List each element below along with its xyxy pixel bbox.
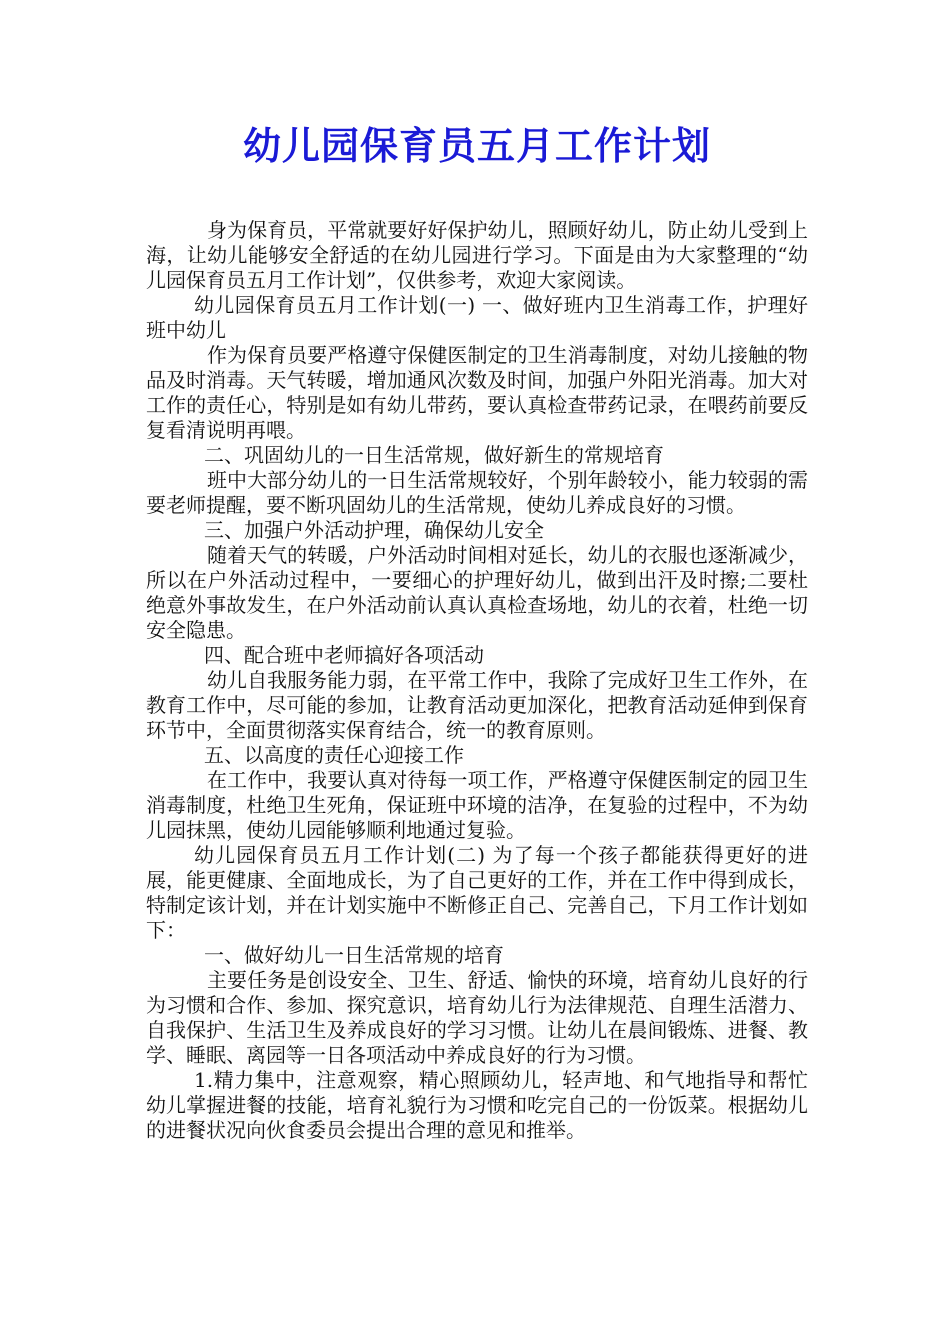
paragraph: 在工作中，我要认真对待每一项工作，严格遵守保健医制定的园卫生消毒制度，杜绝卫生死角，保证班中环境的洁净，在复验的过程中，不为幼儿园抹黑，使幼儿园能够顺利地通过复验。 xyxy=(146,768,808,842)
paragraph: 主要任务是创设安全、卫生、舒适、愉快的环境，培育幼儿良好的行为习惯和合作、参加、探究意识，培育幼儿行为法律规范、自理生活潜力、自我保护、生活卫生及养成良好的学习习惯。让幼儿在晨间锻炼、进餐、教学、睡眠、离园等一日各项活动中养成良好的行为习惯。 xyxy=(146,968,808,1067)
section-heading: 四、配合班中老师搞好各项活动 xyxy=(204,643,484,667)
paragraph: 作为保育员要严格遵守保健医制定的卫生消毒制度，对幼儿接触的物品及时消毒。天气转暖，增加通风次数及时间，加强户外阳光消毒。加大对工作的责任心，特别是如有幼儿带药，要认真检查带药记录，在喂药前要反复看清说明再喂。 xyxy=(146,343,808,442)
paragraph: 幼儿园保育员五月工作计划(二) 为了每一个孩子都能获得更好的进展，能更健康、全面地成长，为了自己更好的工作，并在工作中得到成长，特制定该计划，并在计划实施中不断修正自己、完善自己，下月工作计划如下： xyxy=(146,843,808,942)
paragraph: 幼儿园保育员五月工作计划(一) 一、做好班内卫生消毒工作，护理好班中幼儿 xyxy=(146,293,808,342)
section-heading: 五、以高度的责任心迎接工作 xyxy=(204,743,464,767)
paragraph: 随着天气的转暖，户外活动时间相对延长，幼儿的衣服也逐渐减少，所以在户外活动过程中，一要细心的护理好幼儿，做到出汗及时擦;二要杜绝意外事故发生，在户外活动前认真认真检查场地，幼儿的衣着，杜绝一切安全隐患。 xyxy=(146,543,808,642)
page-title: 幼儿园保育员五月工作计划 xyxy=(242,123,711,168)
paragraph: 幼儿自我服务能力弱，在平常工作中，我除了完成好卫生工作外，在教育工作中，尽可能的参加，让教育活动更加深化，把教育活动延伸到保育环节中，全面贯彻落实保育结合，统一的教育原则。 xyxy=(146,668,808,742)
paragraph: 1.精力集中，注意观察，精心照顾幼儿，轻声地、和气地指导和帮忙幼儿掌握进餐的技能，培育礼貌行为习惯和吃完自己的一份饭菜。根据幼儿的进餐状况向伙食委员会提出合理的意见和推举。 xyxy=(146,1068,808,1142)
section-heading: 一、做好幼儿一日生活常规的培育 xyxy=(204,943,504,967)
section-heading: 三、加强户外活动护理，确保幼儿安全 xyxy=(204,518,544,542)
section-heading: 二、巩固幼儿的一日生活常规，做好新生的常规培育 xyxy=(204,443,664,467)
document-page xyxy=(146,120,808,1143)
document-body xyxy=(146,218,808,1143)
paragraph: 身为保育员，平常就要好好保护幼儿，照顾好幼儿，防止幼儿受到上海，让幼儿能够安全舒适的在幼儿园进行学习。下面是由为大家整理的“幼儿园保育员五月工作计划”，仅供参考，欢迎大家阅读。 xyxy=(146,218,808,292)
paragraph: 班中大部分幼儿的一日生活常规较好，个别年龄较小，能力较弱的需要老师提醒，要不断巩固幼儿的生活常规，使幼儿养成良好的习惯。 xyxy=(146,468,808,517)
